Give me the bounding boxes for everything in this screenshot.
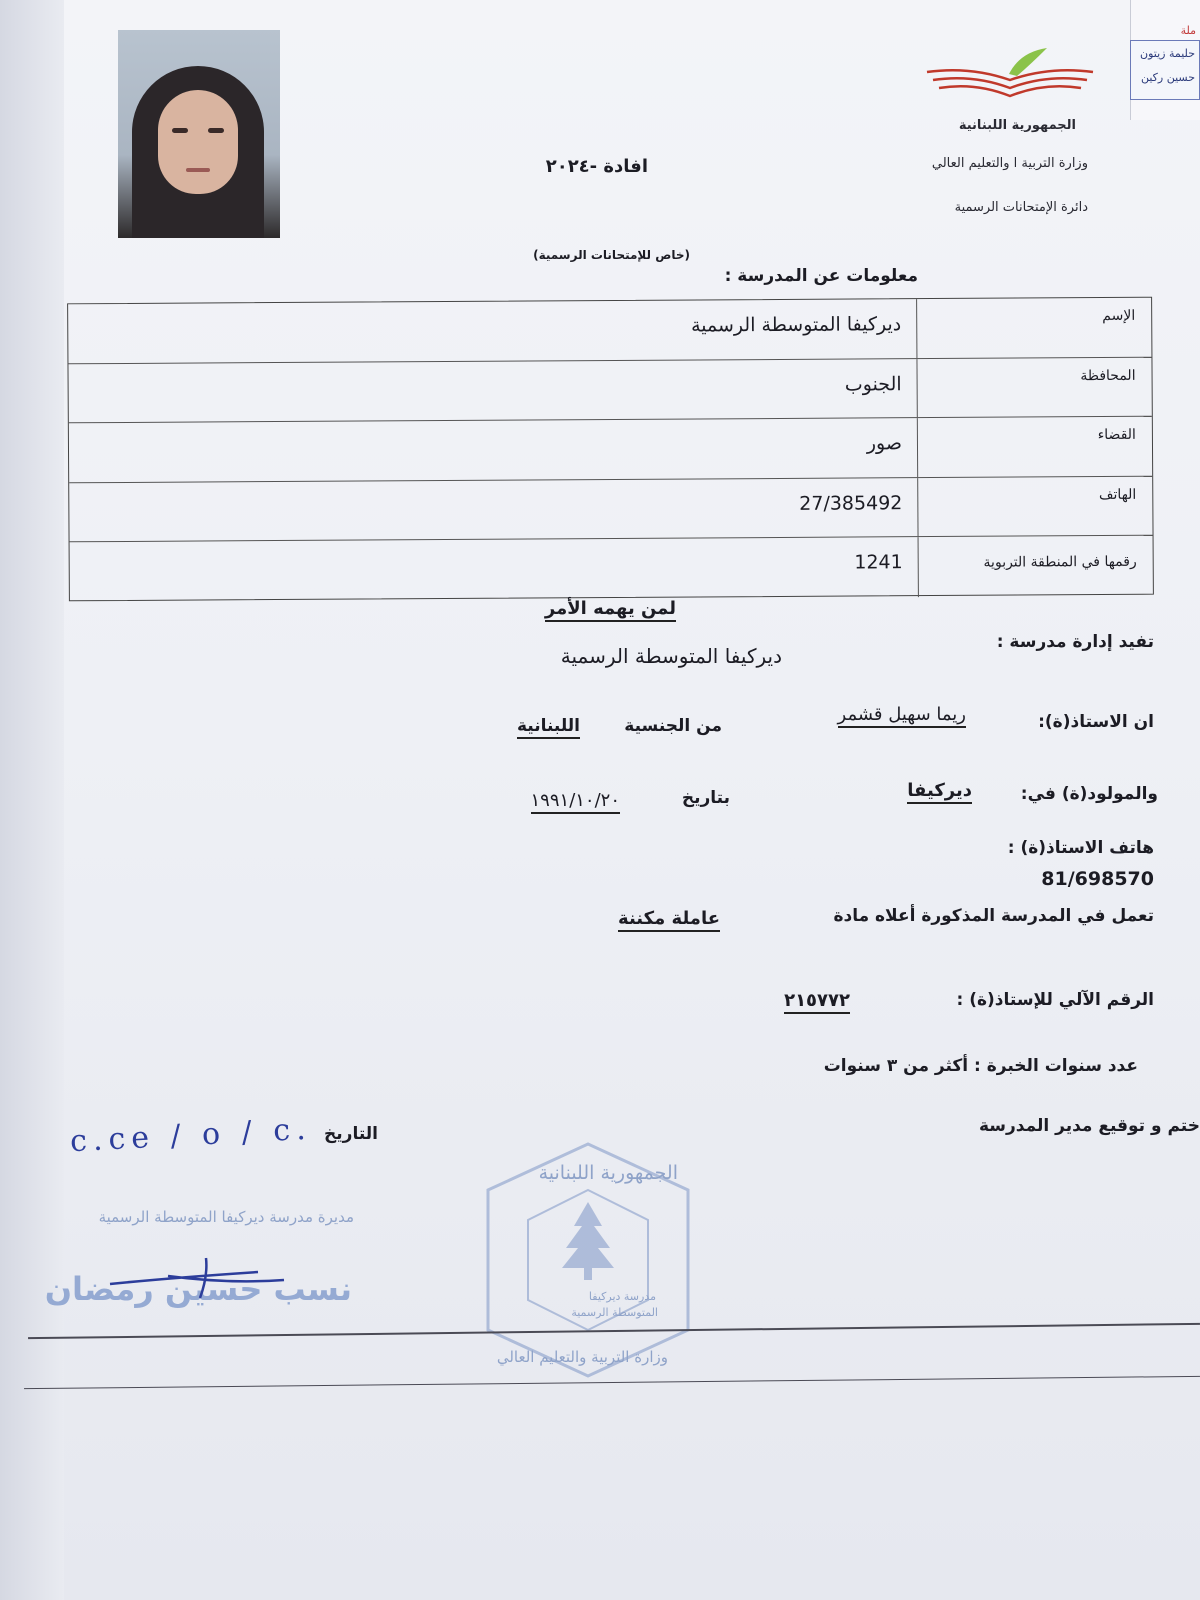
- subject-value: عاملة مكننة: [618, 908, 720, 932]
- row-value: الجنوب: [844, 372, 902, 396]
- side-paper-line-2: حسين ركين: [1140, 71, 1195, 84]
- stamp-ring-bottom: وزارة التربية والتعليم العالي: [496, 1348, 668, 1366]
- certifies-label: تفيد إدارة مدرسة :: [996, 632, 1154, 652]
- principal-name: نسب حسين رمضان: [44, 1270, 352, 1308]
- works-label: تعمل في المدرسة المذكورة أعلاه مادة: [833, 906, 1154, 926]
- row-label: القضاء: [1097, 426, 1136, 444]
- row-value: 27/385492: [799, 492, 903, 515]
- document-title: افادة -٢٠٢٤: [545, 156, 648, 177]
- photo-face: [158, 90, 238, 194]
- teacher-phone-label: هاتف الاستاذ(ة) :: [1007, 838, 1154, 858]
- stamp-center-line-2: المتوسطة الرسمية: [571, 1306, 658, 1319]
- header-department: دائرة الإمتحانات الرسمية: [954, 200, 1088, 215]
- teacher-phone-value: 81/698570: [1041, 868, 1154, 890]
- header-republic: الجمهورية اللبنانية: [958, 118, 1076, 133]
- birth-date-label: بتاريخ: [681, 788, 730, 808]
- experience-line: عدد سنوات الخبرة : أكثر من ٣ سنوات: [823, 1056, 1138, 1076]
- table-row-governorate: [68, 357, 1151, 423]
- row-label: الإسم: [1102, 307, 1136, 324]
- page-shadow-edge: [0, 0, 64, 1600]
- header-ministry: وزارة التربية ا والتعليم العالي: [931, 156, 1088, 171]
- birth-date-value: ١٩٩١/١٠/٢٠: [531, 790, 620, 814]
- certifying-school-name: ديركيفا المتوسطة الرسمية: [560, 644, 782, 668]
- teacher-id-label: الرقم الآلي للإستاذ(ة) :: [956, 990, 1154, 1010]
- birth-place-label: والمولود(ة) في:: [1020, 784, 1158, 804]
- footer-date-handwritten: c.ce / o / c.: [69, 1111, 313, 1160]
- birth-place-value: ديركيفا: [907, 780, 972, 804]
- stamp-center-line-1: مدرسة ديركيفا: [588, 1290, 656, 1303]
- table-row-regional-number: [70, 536, 1153, 602]
- side-paper-line-1: حليمة زيتون: [1140, 47, 1195, 60]
- table-row-district: [69, 417, 1152, 483]
- footer-date-label: التاريخ: [324, 1124, 378, 1144]
- nationality-value: اللبنانية: [517, 716, 580, 739]
- ministry-logo: [925, 44, 1095, 104]
- teacher-label: ان الاستاذ(ة):: [1038, 712, 1154, 732]
- side-paper-strip: [1130, 40, 1200, 100]
- nationality-label: من الجنسية: [624, 716, 722, 736]
- stamp-ring-top: الجمهورية اللبنانية: [538, 1162, 678, 1184]
- signature-label: ختم و توقيع مدير المدرسة: [978, 1116, 1200, 1136]
- document-subtitle: (خاص للإمتحانات الرسمية): [533, 248, 690, 262]
- row-label: الهاتف: [1098, 486, 1137, 503]
- school-info-heading: معلومات عن المدرسة :: [724, 266, 918, 286]
- row-value: 1241: [854, 551, 903, 574]
- table-row-name: [68, 298, 1151, 364]
- teacher-name: ريما سهيل قشمر: [838, 704, 966, 728]
- row-value: صور: [866, 432, 903, 455]
- school-info-table: [67, 297, 1154, 602]
- principal-title: مديرة مدرسة ديركيفا المتوسطة الرسمية: [98, 1208, 354, 1226]
- teacher-id-value: ٢١٥٧٧٢: [784, 990, 850, 1014]
- row-label: المحافظة: [1080, 367, 1136, 384]
- to-whom-heading: لمن يهمه الأمر: [545, 598, 676, 622]
- table-row-phone: [69, 476, 1152, 542]
- principal-signature: [108, 1254, 288, 1304]
- row-value: ديركيفا المتوسطة الرسمية: [691, 313, 902, 337]
- applicant-photo: [118, 30, 280, 238]
- row-label: رقمها في المنطقة التربوية: [983, 554, 1137, 572]
- side-paper-top-text: ملة: [1180, 24, 1196, 37]
